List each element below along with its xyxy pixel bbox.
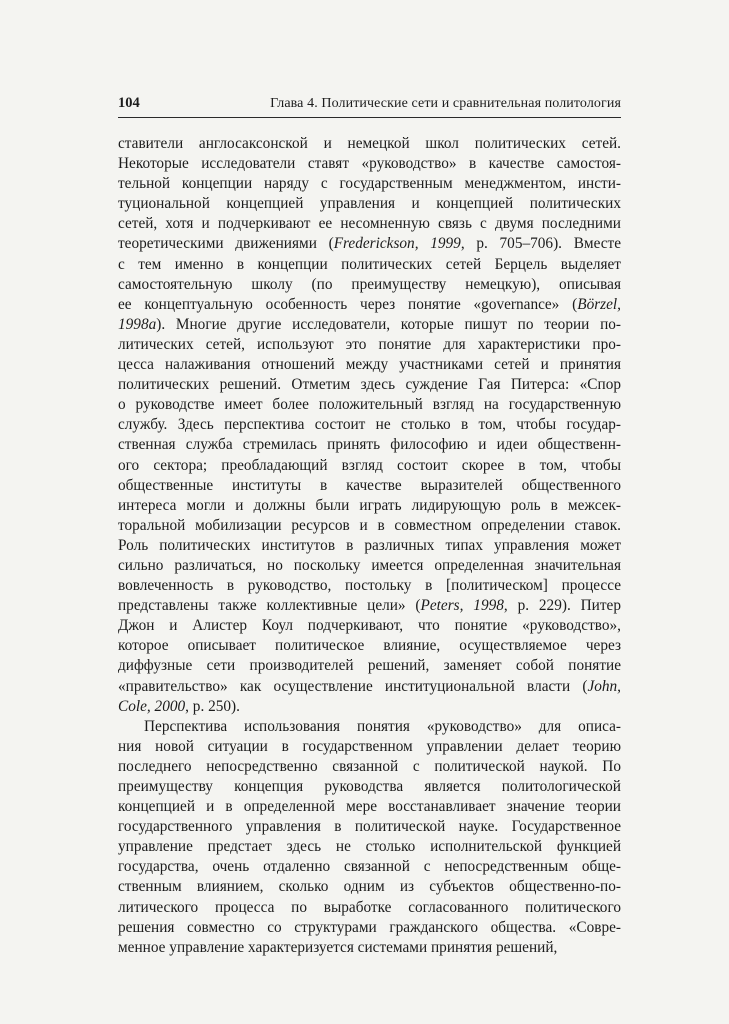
text-line: Перспектива использования понятия «руководство» для описа- (144, 717, 621, 735)
text-line: Роль политических институтов в различных типах управления может (118, 536, 621, 554)
text-line: о руководстве имеет более положительный взгляд на государственную (118, 396, 621, 414)
text-line: ственная служба стремилась принять философию и идеи общественн- (118, 436, 621, 454)
text-line: с тем именно в концепции политических сетей Берцель выделяет (118, 255, 621, 273)
text-line: диффузные сети производителей решений, заменяет собой понятие (118, 657, 621, 675)
text-line: тельной концепции наряду с государственным менеджментом, инсти- (118, 175, 621, 193)
citation-author: Börzel, (577, 295, 621, 313)
text-line: управление предстает здесь не столько исполнительской функцией (118, 838, 621, 856)
text-line: вовлеченность в руководство, постольку в [политическом] процессе (118, 577, 621, 595)
text-line: Некоторые исследователи ставят «руководство» в качестве самостоя- (118, 155, 621, 173)
text-line: ственным влиянием, сколько одним из субъектов общественно-по- (118, 878, 621, 896)
text-line: ого сектора; преобладающий взгляд состоит скорее в том, чтобы (118, 456, 621, 474)
text-line: литических сетей, используют это понятие для характеристики про- (118, 335, 621, 353)
text-line: теоретическими движениями (Frederickson, 1999, p. 705–706). Вместе (118, 235, 621, 253)
text-line: политических решений. Отметим здесь суждение Гая Питерса: «Спор (118, 376, 621, 394)
citation-author: Peters, 1998 (420, 597, 504, 615)
text-line: «правительство» как осуществление институциональной власти (John, (118, 677, 621, 695)
text-line: сильно различаться, но поскольку имеется определенная значительная (118, 556, 621, 574)
text-line: преимуществу концепция руководства является политологической (118, 778, 621, 795)
citation-author: John, (587, 677, 621, 695)
text-line: Джон и Алистер Коул подчеркивают, что понятие «руководство», (118, 617, 621, 635)
text-line: сетей, хотя и подчеркивают ее несомненную связь с двумя последними (118, 215, 621, 233)
running-head (118, 94, 621, 113)
text-line: государственного управления в политической науке. Государственное (118, 818, 621, 836)
chapter-title: Глава 4. Политические сети и сравнительная политология (270, 96, 621, 111)
text-line: самостоятельную школу (по преимуществу немецкую), описывая (118, 275, 621, 293)
text-line: Cole, 2000, p. 250). (118, 697, 240, 715)
body-text (118, 134, 621, 958)
text-line: представлены также коллективные цели» (Peters, 1998, p. 229). Питер (118, 597, 621, 615)
text-line: ния новой ситуации в государственном управлении делает теорию (118, 737, 621, 755)
header-rule (118, 117, 621, 118)
text-line: менное управление характеризуется системами принятия решений, (118, 938, 558, 956)
text-line: торальной мобилизации ресурсов и в совместном определении ставок. (118, 516, 621, 534)
text-line: решения совместно со структурами гражданского общества. «Совре- (118, 918, 621, 936)
paragraph-2 (118, 717, 621, 958)
text-line: интереса могли и должны были играть лидирующую роль в межсек- (118, 496, 621, 514)
text-line: службу. Здесь перспектива состоит не столько в том, чтобы государ- (118, 416, 621, 434)
text-line: концепцией и в определенной мере восстанавливает значение теории (118, 798, 621, 816)
text-line: государства, очень отдаленно связанной с непосредственным обще- (118, 858, 621, 876)
text-line: общественные институты в качестве выразителей общественного (118, 476, 621, 494)
citation-author: Frederickson, 1999 (333, 235, 461, 253)
page-number: 104 (118, 95, 140, 111)
text-line: ставители англосаксонской и немецкой школ политических сетей. (118, 135, 621, 152)
text-line: туциональной концепцией управления и концепцией политических (118, 195, 621, 213)
citation-author: Cole, 2000 (118, 697, 186, 715)
text-line: которое описывает политическое влияние, осуществляемое через (118, 637, 621, 655)
paragraph-1 (118, 134, 621, 717)
text-line: ее концептуальную особенность через понятие «governance» (Börzel, (118, 295, 621, 313)
citation-author: 1998a (118, 315, 157, 333)
text-line: цесса налаживания отношений между участниками сетей и принятия (118, 356, 621, 374)
text-line: литического процесса по выработке согласованного политического (118, 898, 621, 916)
text-line: последнего непосредственно связанной с политической наукой. По (118, 757, 621, 775)
text-line: 1998a). Многие другие исследователи, которые пишут по теории по- (118, 315, 621, 333)
